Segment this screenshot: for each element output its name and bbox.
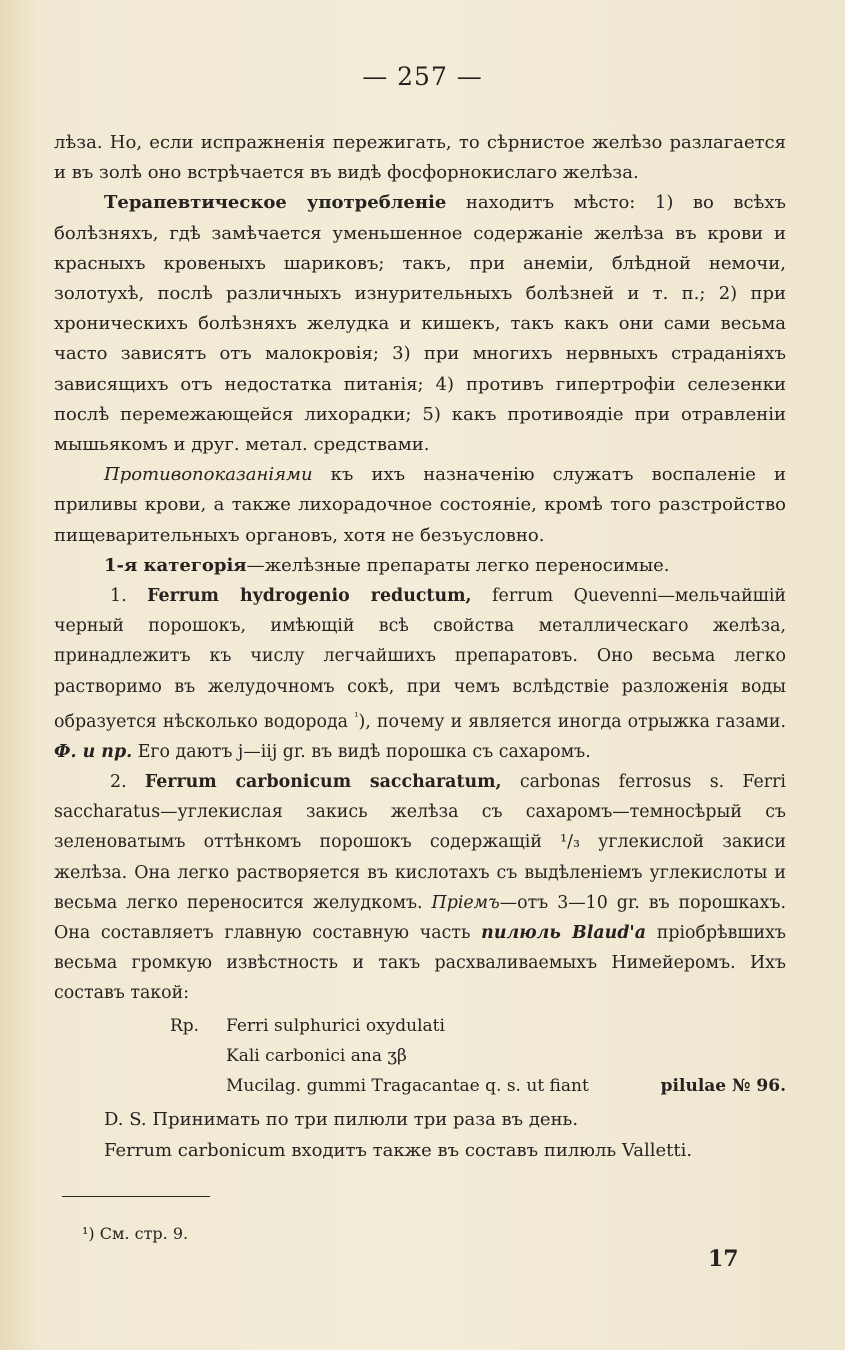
paragraph-ferrum-reductum	[54, 581, 786, 767]
paragraph-text: къ ихъ назначенію служатъ воспаленіе и приливы крови, а также лихорадочное состояніе, кромѣ того разстройство пищеварительныхъ органовъ, хотя не безъусловно.	[54, 464, 786, 546]
paragraph-contraindications	[54, 460, 786, 551]
item-number: 2.	[110, 772, 127, 793]
italic-term: Ф. и пр.	[54, 741, 133, 762]
closing-line: Ferrum carbonicum входитъ также въ составъ пилюль Valletti.	[104, 1139, 693, 1161]
paragraph-text: carbonas ferrosus s. Ferri saccharatus—углекислая закись желѣза съ сахаромъ—темносѣрый съ зеленоватымъ оттѣнкомъ порошокъ содержащій ¹/₃ углекислой закиси желѣза. Она легко растворяется въ кислотахъ съ выдѣленіемъ углекислоты и весьма легко переносится желудкомъ.	[54, 772, 786, 913]
page-number: — 257 —	[362, 62, 483, 91]
paragraph-continuation	[54, 128, 786, 188]
italic-term: Противопоказаніями	[104, 464, 313, 486]
paragraph-text: ferrum Quevenni—мельчайшій черный порошокъ, имѣющій всѣ свойства металлическаго желѣза, принадлежитъ къ числу легчайшихъ препаратовъ. Оно весьма легко растворимо въ желудочномъ сокѣ, при чемъ вслѣдствіе разложенія воды образуется нѣсколько водорода	[54, 586, 786, 732]
signature-mark: 17	[708, 1246, 739, 1272]
paragraph-text: Его даютъ j—iij gr. въ видѣ порошка съ сахаромъ.	[132, 741, 591, 762]
dosage-line: D. S. Принимать по три пилюли три раза въ день.	[104, 1109, 579, 1131]
footnote: ¹) См. стр. 9.	[82, 1224, 189, 1243]
paragraph-category	[54, 551, 786, 581]
recipe-block	[170, 1011, 786, 1102]
italic-term: пилюль Blaud'a	[481, 923, 647, 944]
paragraph-text: находитъ мѣсто: 1) во всѣхъ болѣзняхъ, гдѣ замѣчается уменьшенное содержаніе желѣза въ крови и красныхъ кровеныхъ шариковъ; такъ, при анеміи, блѣдной немочи, золотухѣ, послѣ различныхъ изнурительныхъ болѣзней и т. п.; 2) при хроническихъ болѣзняхъ желудка и кишекъ, такъ какъ они сами весьма часто зависятъ отъ малокровія; 3) при многихъ нервныхъ страданіяхъ зависящихъ отъ недостатка питанія; 4) противъ гипертрофіи селезенки послѣ перемежающейся лихорадки; 5) какъ противоядіе при отравленіи мышьякомъ и друг. метал. средствами.	[54, 192, 786, 456]
recipe-line: Mucilag. gummi Tragacantae q. s. ut fiant	[226, 1076, 589, 1097]
paragraph-therapeutic-use	[54, 188, 786, 460]
category-heading: 1-я категорія	[104, 554, 247, 576]
recipe-label: Rp.	[170, 1015, 200, 1036]
paragraph-text: ), почему и является иногда отрыжка газами.	[358, 711, 786, 732]
latin-name: Ferrum hydrogenio reductum,	[147, 586, 472, 607]
paragraph-text: —желѣзные препараты легко переносимые.	[246, 554, 670, 576]
recipe-line: Kali carbonici ana ʒβ	[226, 1045, 407, 1066]
recipe-line-end: pilulae № 96.	[660, 1076, 786, 1097]
recipe-line: Ferri sulphurici oxydulati	[226, 1015, 445, 1036]
footnote-divider	[62, 1196, 210, 1197]
paragraph-text: —отъ 3—10 gr. въ порошкахъ. Она составляетъ главную составную часть	[54, 892, 786, 944]
paragraph-ferrum-carbonicum	[54, 767, 786, 1009]
section-heading: Терапевтическое употребленіе	[104, 192, 447, 214]
item-number: 1.	[110, 586, 127, 607]
latin-name: Ferrum carbonicum saccharatum,	[144, 772, 502, 793]
paragraph-text: лѣза. Но, если испражненія пережигать, то сѣрнистое желѣзо разлагается и въ золѣ оно встрѣчается въ видѣ фосфорнокислаго желѣза.	[54, 132, 786, 184]
page-body	[54, 128, 786, 1166]
paragraph-text: пріобрѣвшихъ весьма громкую извѣстность и такъ расхваливаемыхъ Нимейеромъ. Ихъ составъ такой:	[54, 923, 786, 1004]
footnote-marker: ¹	[354, 709, 359, 723]
italic-term: Пріемъ	[431, 892, 500, 913]
